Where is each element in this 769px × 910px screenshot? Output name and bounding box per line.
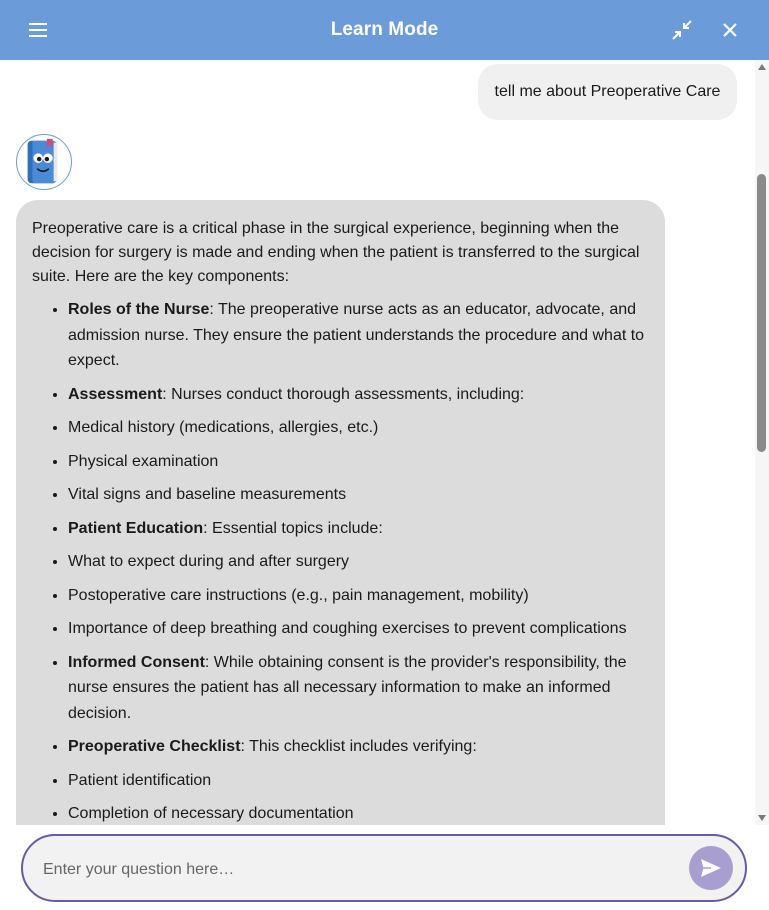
list-item-heading: Informed Consent xyxy=(68,653,205,671)
scroll-up-arrow-icon[interactable] xyxy=(758,64,766,70)
scroll-down-arrow-icon[interactable] xyxy=(758,815,766,821)
user-message xyxy=(478,64,737,120)
question-input-bar xyxy=(21,834,747,902)
list-item-text: : While obtaining consent is the provider's responsibility, the nurse ensures the patient has all necessary information to make an informed decision. xyxy=(68,653,627,722)
list-item-heading: Preoperative Checklist xyxy=(68,738,241,755)
list-item xyxy=(68,516,649,542)
user-message-text: tell me about Preoperative Care xyxy=(494,83,721,100)
list-item xyxy=(68,382,649,408)
list-item-text: : The preoperative nurse acts as an educator, advocate, and admission nurse. They ensure the patient understands the procedure and what to expect. xyxy=(68,301,645,369)
assistant-avatar xyxy=(16,134,72,190)
menu-icon xyxy=(28,22,48,38)
list-item-text: : Essential topics include: xyxy=(203,519,383,537)
scroll-thumb[interactable] xyxy=(757,174,766,452)
assistant-message-list xyxy=(32,297,649,825)
list-item-heading: Roles of the Nurse xyxy=(68,301,210,318)
list-item xyxy=(68,768,649,794)
list-item xyxy=(68,549,649,575)
close-icon xyxy=(722,22,738,38)
app-header xyxy=(0,0,769,60)
list-item-text: Medical history (medications, allergies, etc.) xyxy=(68,419,379,436)
list-item-text: Completion of necessary documentation xyxy=(68,805,354,822)
list-item-heading: Assessment xyxy=(68,385,163,403)
app-title: Learn Mode xyxy=(330,19,439,40)
list-item-text: Patient identification xyxy=(68,771,212,789)
question-input[interactable] xyxy=(41,856,685,884)
list-item-text: Vital signs and baseline measurements xyxy=(68,486,347,503)
list-item xyxy=(68,297,649,374)
list-item-text: : This checklist includes verifying: xyxy=(240,738,477,755)
list-item-text: What to expect during and after surgery xyxy=(68,553,350,570)
list-item xyxy=(68,650,649,727)
assistant-message xyxy=(16,200,665,825)
list-item xyxy=(68,415,649,441)
list-item xyxy=(68,583,649,609)
chat-scrollbar[interactable] xyxy=(755,60,769,825)
minimize-icon xyxy=(671,19,693,41)
chat-area xyxy=(0,60,755,825)
minimize-button[interactable] xyxy=(666,14,698,46)
close-button[interactable] xyxy=(714,14,746,46)
send-button[interactable] xyxy=(689,846,733,890)
book-mascot-icon xyxy=(17,135,71,189)
list-item-text: Importance of deep breathing and coughing exercises to prevent complications xyxy=(68,620,627,637)
list-item xyxy=(68,449,649,475)
list-item-heading: Patient Education xyxy=(68,519,204,537)
menu-button[interactable] xyxy=(22,14,54,46)
send-icon xyxy=(700,858,722,878)
list-item xyxy=(68,616,649,642)
list-item xyxy=(68,482,649,508)
assistant-message-intro: Preoperative care is a critical phase in the surgical experience, beginning when the decision for surgery is made and ending when the patient is transferred to the surgical suite. Here are the key components: xyxy=(32,220,640,285)
list-item-text: Postoperative care instructions (e.g., pain management, mobility) xyxy=(68,586,529,604)
list-item xyxy=(68,734,649,760)
list-item-text: : Nurses conduct thorough assessments, including: xyxy=(162,385,525,403)
list-item-text: Physical examination xyxy=(68,452,219,470)
list-item xyxy=(68,801,649,825)
